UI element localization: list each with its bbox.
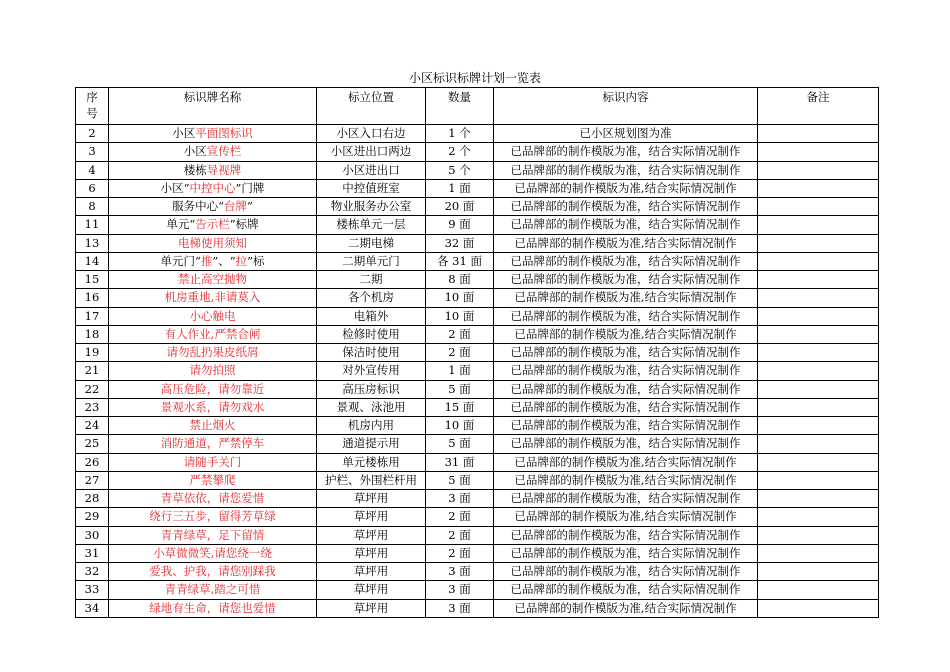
sign-name bbox=[109, 143, 317, 161]
sign-remark bbox=[758, 508, 879, 526]
sign-content: 已品牌部的制作模版为准，结合实际情况制作 bbox=[494, 344, 758, 362]
sign-name-highlight: 请勿拍照 bbox=[189, 363, 236, 378]
table-body bbox=[76, 125, 879, 618]
sign-remark bbox=[758, 544, 879, 562]
sign-name-highlight: 小草微微笑,请您绕一绕 bbox=[153, 545, 272, 560]
sign-name-highlight: 机房重地,非请莫入 bbox=[164, 290, 261, 305]
sign-location: 物业服务办公室 bbox=[317, 198, 426, 216]
sign-remark bbox=[758, 271, 879, 289]
sign-location: 中控值班室 bbox=[317, 179, 426, 197]
row-number: 6 bbox=[76, 179, 109, 197]
sign-quantity: 2 个 bbox=[426, 143, 494, 161]
sign-location: 二期 bbox=[317, 271, 426, 289]
sign-name-highlight: 青青绿草，足下留情 bbox=[160, 527, 265, 542]
table-row bbox=[76, 380, 879, 398]
sign-content: 已品牌部的制作模版为准,结合实际情况制作 bbox=[494, 508, 758, 526]
sign-name bbox=[109, 435, 317, 453]
sign-name bbox=[109, 526, 317, 544]
sign-quantity: 8 面 bbox=[426, 271, 494, 289]
sign-name bbox=[109, 161, 317, 179]
sign-name-highlight: 绿地有生命，请您也爱惜 bbox=[149, 600, 276, 615]
sign-name bbox=[109, 344, 317, 362]
sign-name-text: ”标 bbox=[247, 253, 265, 268]
sign-name-highlight: 青青绿草,踏之可惜 bbox=[164, 582, 261, 597]
sign-location: 草坪用 bbox=[317, 581, 426, 599]
sign-quantity: 9 面 bbox=[426, 216, 494, 234]
table-row bbox=[76, 198, 879, 216]
sign-content: 已品牌部的制作模版为准，结合实际情况制作 bbox=[494, 307, 758, 325]
col-header-name: 标识牌名称 bbox=[109, 88, 317, 125]
row-number: 21 bbox=[76, 362, 109, 380]
sign-content: 已品牌部的制作模版为准，结合实际情况制作 bbox=[494, 216, 758, 234]
sign-name bbox=[109, 544, 317, 562]
table-row bbox=[76, 526, 879, 544]
sign-content: 已品牌部的制作模版为准,结合实际情况制作 bbox=[494, 289, 758, 307]
table-row bbox=[76, 599, 879, 617]
sign-quantity: 5 面 bbox=[426, 435, 494, 453]
sign-content: 已品牌部的制作模版为准，结合实际情况制作 bbox=[494, 252, 758, 270]
sign-name-text: 单元门“ bbox=[160, 253, 201, 268]
sign-name-highlight: 推 bbox=[200, 253, 213, 268]
col-header-location: 标立位置 bbox=[317, 88, 426, 125]
sign-remark bbox=[758, 526, 879, 544]
sign-content: 已品牌部的制作模版为准,结合实际情况制作 bbox=[494, 325, 758, 343]
sign-location: 对外宣传用 bbox=[317, 362, 426, 380]
col-header-no bbox=[76, 88, 109, 125]
sign-location: 草坪用 bbox=[317, 563, 426, 581]
sign-content: 已品牌部的制作模版为准，结合实际情况制作 bbox=[494, 362, 758, 380]
sign-name-highlight: 消防通道，严禁停车 bbox=[160, 436, 265, 451]
sign-remark bbox=[758, 344, 879, 362]
sign-name bbox=[109, 289, 317, 307]
sign-content: 已小区规划图为准 bbox=[494, 125, 758, 143]
sign-quantity: 2 面 bbox=[426, 508, 494, 526]
sign-location: 各个机房 bbox=[317, 289, 426, 307]
sign-remark bbox=[758, 417, 879, 435]
table-row bbox=[76, 143, 879, 161]
sign-name-highlight: 景观水系，请勿戏水 bbox=[160, 399, 265, 414]
sign-name bbox=[109, 563, 317, 581]
sign-location: 高压房标识 bbox=[317, 380, 426, 398]
sign-name-highlight: 爱我、护我，请您别踩我 bbox=[149, 564, 276, 579]
sign-remark bbox=[758, 307, 879, 325]
row-number: 11 bbox=[76, 216, 109, 234]
sign-name-highlight: 宣传栏 bbox=[206, 144, 242, 159]
sign-remark bbox=[758, 161, 879, 179]
sign-content: 已品牌部的制作模版为准，结合实际情况制作 bbox=[494, 581, 758, 599]
sign-remark bbox=[758, 216, 879, 234]
sign-name-text: ”标牌 bbox=[229, 217, 259, 232]
sign-quantity: 15 面 bbox=[426, 398, 494, 416]
row-number: 2 bbox=[76, 125, 109, 143]
sign-name-text: 小区 bbox=[183, 144, 207, 159]
sign-name-highlight: 青草依依，请您爱惜 bbox=[160, 491, 265, 506]
sign-content: 已品牌部的制作模版为准，结合实际情况制作 bbox=[494, 398, 758, 416]
row-number: 13 bbox=[76, 234, 109, 252]
sign-name bbox=[109, 490, 317, 508]
sign-content: 已品牌部的制作模版为准，结合实际情况制作 bbox=[494, 380, 758, 398]
sign-remark bbox=[758, 435, 879, 453]
sign-content: 已品牌部的制作模版为准,结合实际情况制作 bbox=[494, 471, 758, 489]
sign-name-highlight: 有人作业,严禁合闸 bbox=[164, 326, 261, 341]
sign-content: 已品牌部的制作模版为准，结合实际情况制作 bbox=[494, 417, 758, 435]
table-row bbox=[76, 234, 879, 252]
table-row bbox=[76, 453, 879, 471]
sign-remark bbox=[758, 490, 879, 508]
table-row bbox=[76, 252, 879, 270]
sign-location: 草坪用 bbox=[317, 508, 426, 526]
row-number: 28 bbox=[76, 490, 109, 508]
row-number: 17 bbox=[76, 307, 109, 325]
sign-name-text: 服务中心“ bbox=[172, 199, 224, 214]
sign-name-highlight: 高压危险，请勿靠近 bbox=[160, 381, 265, 396]
sign-name bbox=[109, 325, 317, 343]
sign-remark bbox=[758, 563, 879, 581]
sign-name-highlight: 请勿乱扔果皮纸屑 bbox=[166, 345, 259, 360]
sign-quantity: 20 面 bbox=[426, 198, 494, 216]
sign-name-highlight: 中控中心 bbox=[189, 180, 236, 195]
sign-content: 已品牌部的制作模版为准，结合实际情况制作 bbox=[494, 563, 758, 581]
sign-location: 二期单元门 bbox=[317, 252, 426, 270]
row-number: 27 bbox=[76, 471, 109, 489]
sign-name bbox=[109, 471, 317, 489]
row-number: 3 bbox=[76, 143, 109, 161]
sign-name bbox=[109, 398, 317, 416]
table-row bbox=[76, 307, 879, 325]
sign-name-highlight: 平面图标识 bbox=[195, 126, 253, 141]
sign-name bbox=[109, 125, 317, 143]
sign-name-text: ”门牌 bbox=[235, 180, 265, 195]
sign-content: 已品牌部的制作模版为准，结合实际情况制作 bbox=[494, 198, 758, 216]
sign-content: 已品牌部的制作模版为准,结合实际情况制作 bbox=[494, 599, 758, 617]
sign-name bbox=[109, 453, 317, 471]
sign-name-highlight: 严禁攀爬 bbox=[189, 472, 236, 487]
table-row bbox=[76, 216, 879, 234]
sign-quantity: 31 面 bbox=[426, 453, 494, 471]
sign-location: 楼栋单元一层 bbox=[317, 216, 426, 234]
col-header-quantity: 数量 bbox=[426, 88, 494, 125]
sign-quantity: 10 面 bbox=[426, 289, 494, 307]
table-row bbox=[76, 544, 879, 562]
page-title: 小区标识标牌计划一览表 bbox=[408, 71, 541, 85]
sign-content: 已品牌部的制作模版为准,结合实际情况制作 bbox=[494, 234, 758, 252]
sign-remark bbox=[758, 125, 879, 143]
sign-quantity: 2 面 bbox=[426, 344, 494, 362]
sign-quantity: 2 面 bbox=[426, 526, 494, 544]
table-row bbox=[76, 417, 879, 435]
sign-location: 草坪用 bbox=[317, 599, 426, 617]
sign-content: 已品牌部的制作模版为准,结合实际情况制作 bbox=[494, 453, 758, 471]
sign-name-highlight: 台牌 bbox=[224, 199, 247, 214]
row-number: 30 bbox=[76, 526, 109, 544]
table-row bbox=[76, 125, 879, 143]
row-number: 8 bbox=[76, 198, 109, 216]
row-number: 16 bbox=[76, 289, 109, 307]
row-number: 34 bbox=[76, 599, 109, 617]
row-number: 15 bbox=[76, 271, 109, 289]
sign-location: 小区进出口两边 bbox=[317, 143, 426, 161]
table-row bbox=[76, 471, 879, 489]
sign-remark bbox=[758, 234, 879, 252]
sign-name-highlight: 绕行三五步，留得芳草绿 bbox=[149, 509, 276, 524]
sign-content: 已品牌部的制作模版为准，结合实际情况制作 bbox=[494, 435, 758, 453]
sign-quantity: 3 面 bbox=[426, 581, 494, 599]
row-number: 18 bbox=[76, 325, 109, 343]
sign-plan-table bbox=[75, 87, 879, 618]
sign-name bbox=[109, 581, 317, 599]
sign-name bbox=[109, 234, 317, 252]
sign-remark bbox=[758, 581, 879, 599]
sign-remark bbox=[758, 252, 879, 270]
sign-name bbox=[109, 198, 317, 216]
row-number: 25 bbox=[76, 435, 109, 453]
row-number: 14 bbox=[76, 252, 109, 270]
sign-name bbox=[109, 179, 317, 197]
sign-name bbox=[109, 599, 317, 617]
sign-quantity: 3 面 bbox=[426, 599, 494, 617]
sign-quantity: 2 面 bbox=[426, 325, 494, 343]
sign-location: 单元楼栋用 bbox=[317, 453, 426, 471]
sign-name bbox=[109, 362, 317, 380]
table-row bbox=[76, 161, 879, 179]
col-header-no-line1: 序 bbox=[86, 90, 98, 104]
row-number: 31 bbox=[76, 544, 109, 562]
sign-name-text: ” bbox=[247, 199, 253, 214]
table-header-row bbox=[76, 88, 879, 125]
row-number: 29 bbox=[76, 508, 109, 526]
sign-content: 已品牌部的制作模版为准，结合实际情况制作 bbox=[494, 271, 758, 289]
sign-name bbox=[109, 417, 317, 435]
sign-name bbox=[109, 508, 317, 526]
col-header-remark: 备注 bbox=[758, 88, 879, 125]
sign-location: 通道提示用 bbox=[317, 435, 426, 453]
sign-name bbox=[109, 271, 317, 289]
sign-content: 已品牌部的制作模版为准，结合实际情况制作 bbox=[494, 544, 758, 562]
sign-quantity: 1 面 bbox=[426, 179, 494, 197]
table-row bbox=[76, 398, 879, 416]
table-row bbox=[76, 271, 879, 289]
table-row bbox=[76, 490, 879, 508]
sign-quantity: 10 面 bbox=[426, 417, 494, 435]
sign-name-text: 楼栋 bbox=[183, 162, 207, 177]
sign-quantity: 3 面 bbox=[426, 490, 494, 508]
sign-location: 二期电梯 bbox=[317, 234, 426, 252]
sign-location: 小区进出口 bbox=[317, 161, 426, 179]
sign-name bbox=[109, 380, 317, 398]
sign-quantity: 1 个 bbox=[426, 125, 494, 143]
row-number: 23 bbox=[76, 398, 109, 416]
sign-content: 已品牌部的制作模版为准，结合实际情况制作 bbox=[494, 490, 758, 508]
sign-remark bbox=[758, 289, 879, 307]
row-number: 4 bbox=[76, 161, 109, 179]
sign-name-text: 小区“ bbox=[160, 180, 190, 195]
sign-name bbox=[109, 307, 317, 325]
table-row bbox=[76, 325, 879, 343]
col-header-no-line2: 号 bbox=[86, 106, 98, 120]
sign-remark bbox=[758, 398, 879, 416]
sign-location: 小区入口右边 bbox=[317, 125, 426, 143]
col-header-content: 标识内容 bbox=[494, 88, 758, 125]
sign-remark bbox=[758, 198, 879, 216]
sign-remark bbox=[758, 325, 879, 343]
table-row bbox=[76, 563, 879, 581]
sign-quantity: 3 面 bbox=[426, 563, 494, 581]
table-row bbox=[76, 362, 879, 380]
table-row bbox=[76, 289, 879, 307]
sign-remark bbox=[758, 143, 879, 161]
sign-location: 景观、泳池用 bbox=[317, 398, 426, 416]
sign-remark bbox=[758, 471, 879, 489]
sign-location: 检修时使用 bbox=[317, 325, 426, 343]
table-row bbox=[76, 581, 879, 599]
sign-quantity: 1 面 bbox=[426, 362, 494, 380]
sign-quantity: 2 面 bbox=[426, 544, 494, 562]
table-row bbox=[76, 344, 879, 362]
sign-name bbox=[109, 216, 317, 234]
table-row bbox=[76, 179, 879, 197]
sign-quantity: 各 31 面 bbox=[426, 252, 494, 270]
row-number: 19 bbox=[76, 344, 109, 362]
sign-name-highlight: 小心触电 bbox=[189, 308, 236, 323]
sign-remark bbox=[758, 599, 879, 617]
sign-name-highlight: 导视牌 bbox=[206, 162, 242, 177]
sign-quantity: 5 个 bbox=[426, 161, 494, 179]
sign-remark bbox=[758, 380, 879, 398]
sign-name-text: ”、“ bbox=[212, 253, 236, 268]
sign-name-text: 单元“ bbox=[166, 217, 196, 232]
sign-quantity: 5 面 bbox=[426, 471, 494, 489]
row-number: 26 bbox=[76, 453, 109, 471]
sign-location: 草坪用 bbox=[317, 526, 426, 544]
sign-content: 已品牌部的制作模版为准，结合实际情况制作 bbox=[494, 143, 758, 161]
sign-name-highlight: 禁止烟火 bbox=[189, 418, 236, 433]
sign-name-highlight: 拉 bbox=[235, 253, 248, 268]
sign-name bbox=[109, 252, 317, 270]
table-row bbox=[76, 435, 879, 453]
sign-name-highlight: 请随手关门 bbox=[183, 454, 242, 469]
row-number: 32 bbox=[76, 563, 109, 581]
sign-location: 保洁时使用 bbox=[317, 344, 426, 362]
sign-location: 草坪用 bbox=[317, 544, 426, 562]
sign-content: 已品牌部的制作模版为准，结合实际情况制作 bbox=[494, 161, 758, 179]
sign-location: 机房内用 bbox=[317, 417, 426, 435]
sign-name-highlight: 电梯使用须知 bbox=[178, 235, 247, 250]
sign-name-highlight: 告示栏 bbox=[195, 217, 230, 232]
sign-name-highlight: 禁止高空抛物 bbox=[178, 272, 247, 287]
sign-remark bbox=[758, 453, 879, 471]
sign-quantity: 5 面 bbox=[426, 380, 494, 398]
sign-quantity: 32 面 bbox=[426, 234, 494, 252]
sign-name-text: 小区 bbox=[172, 126, 196, 141]
row-number: 33 bbox=[76, 581, 109, 599]
sign-location: 草坪用 bbox=[317, 490, 426, 508]
sign-remark bbox=[758, 179, 879, 197]
row-number: 24 bbox=[76, 417, 109, 435]
table-row bbox=[76, 508, 879, 526]
sign-location: 护栏、外围栏杆用 bbox=[317, 471, 426, 489]
row-number: 22 bbox=[76, 380, 109, 398]
sign-content: 已品牌部的制作模版为准,结合实际情况制作 bbox=[494, 179, 758, 197]
sign-location: 电箱外 bbox=[317, 307, 426, 325]
sign-remark bbox=[758, 362, 879, 380]
sign-quantity: 10 面 bbox=[426, 307, 494, 325]
sign-content: 已品牌部的制作模版为准，结合实际情况制作 bbox=[494, 526, 758, 544]
